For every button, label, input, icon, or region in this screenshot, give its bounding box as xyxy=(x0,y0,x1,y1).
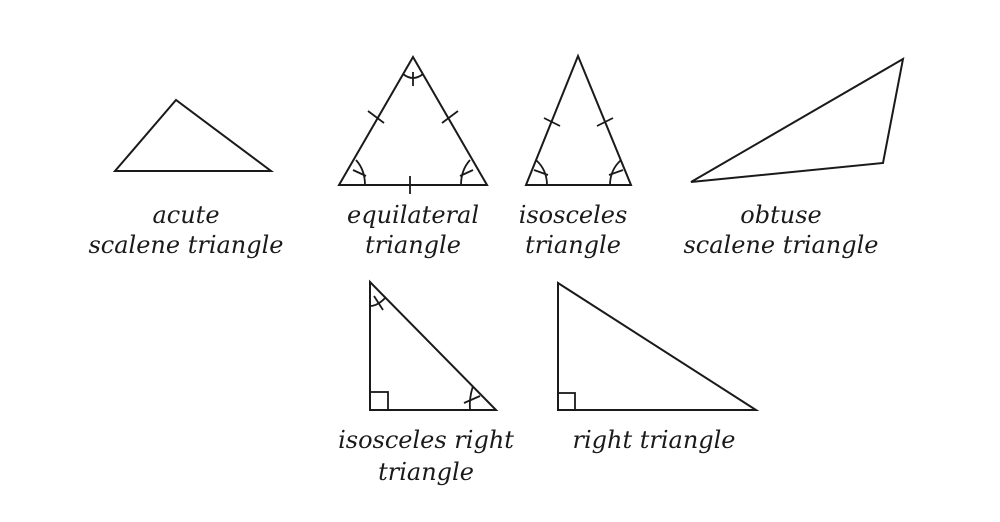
obtuse-scalene-shape xyxy=(691,59,903,182)
isosceles-right-label-line1: isosceles right xyxy=(338,426,514,454)
right-triangle-angle-marker xyxy=(558,393,575,410)
isosceles-right-angle-tick xyxy=(609,170,623,175)
isosceles-left-angle-tick xyxy=(534,170,548,175)
obtuse-scalene-triangle xyxy=(683,59,903,259)
obtuse-scalene-label-line2: scalene triangle xyxy=(683,231,879,259)
isosceles-right-top-angle-tick xyxy=(374,296,383,310)
isosceles-right-label-line2: triangle xyxy=(378,458,474,486)
right-triangle xyxy=(558,283,756,454)
acute-scalene-label-line2: scalene triangle xyxy=(88,231,284,259)
isosceles-triangle xyxy=(519,56,631,259)
acute-scalene-label-line1: acute xyxy=(152,201,220,229)
acute-scalene-triangle xyxy=(88,100,283,259)
right-triangle-shape xyxy=(558,283,756,410)
acute-scalene-shape xyxy=(115,100,271,171)
isosceles-right-shape xyxy=(370,282,496,410)
isosceles-right-angle-marker xyxy=(370,392,388,410)
equilateral-label-line1: equilateral xyxy=(347,201,479,229)
isosceles-right-bottom-angle-arc xyxy=(470,386,473,410)
isosceles-label-line1: isosceles xyxy=(518,201,628,229)
equilateral-triangle xyxy=(339,57,487,259)
right-triangle-label: right triangle xyxy=(572,426,736,454)
equilateral-label-line2: triangle xyxy=(365,231,461,259)
isosceles-label-line2: triangle xyxy=(525,231,621,259)
obtuse-scalene-label-line1: obtuse xyxy=(740,201,822,229)
isosceles-right-triangle xyxy=(338,282,514,486)
isosceles-right-bottom-angle-tick xyxy=(464,396,480,403)
